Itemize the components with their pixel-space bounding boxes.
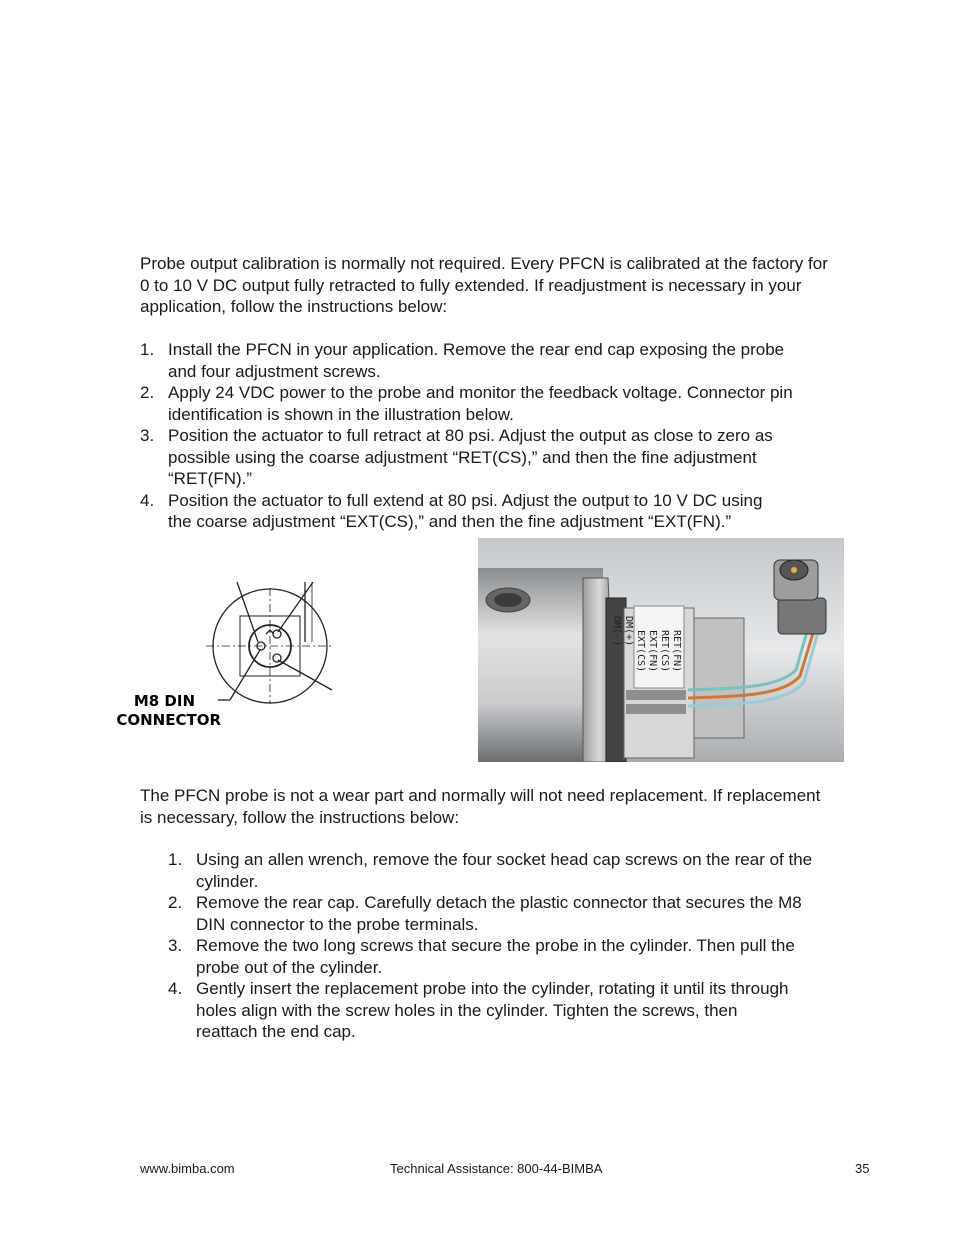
step-text: Position the actuator to full extend at 80 psi. Adjust the output to 10 V DC using the coarse adjustment “EXT(CS),” and then the fine adjustment “EXT(FN).” [168, 490, 763, 531]
photo-label-dm-minus: DM(-) [611, 616, 622, 647]
replacement-intro: The PFCN probe is not a wear part and normally will not need replacement. If replacement is necessary, follow the instructions below: [140, 786, 821, 827]
list-item [168, 935, 816, 978]
step-number: 4. [168, 979, 183, 998]
m8-connector-drawing [100, 578, 360, 708]
connector-label-line1: M8 DIN [133, 692, 195, 710]
step-number: 1. [140, 340, 155, 359]
step-number: 2. [168, 893, 183, 912]
connector-label-line2: CONNECTOR [116, 711, 221, 729]
list-item [140, 382, 808, 425]
list-item [168, 978, 816, 1043]
step-text: Position the actuator to full retract at 80 psi. Adjust the output as close to zero as possible using the coarse adjustment “RET(CS),” and then the fine adjustment “RET(FN).” [168, 426, 773, 488]
step-text: Install the PFCN in your application. Remove the rear end cap exposing the probe and four adjustment screws. [168, 340, 785, 381]
step-text: Gently insert the replacement probe into the cylinder, rotating it until its through holes align with the screw holes in the cylinder. Tighten the screws, then reattach the end cap. [196, 979, 789, 1041]
step-text: Remove the two long screws that secure the probe in the cylinder. Then pull the probe out of the cylinder. [196, 936, 795, 977]
footer-website: www.bimba.com [140, 1161, 235, 1176]
step-text: Apply 24 VDC power to the probe and monitor the feedback voltage. Connector pin identification is shown in the illustration below. [168, 383, 793, 424]
photo-label-ret-cs: RET(CS) [659, 630, 670, 673]
photo-label-dm-plus: DM(+) [623, 616, 634, 647]
step-text: Remove the rear cap. Carefully detach the plastic connector that secures the M8 DIN connector to the probe terminals. [196, 893, 802, 934]
step-number: 2. [140, 383, 155, 402]
step-number: 4. [140, 490, 155, 510]
list-item [140, 490, 808, 533]
calibration-steps [140, 339, 808, 533]
photo-label-ret-fn: RET(FN) [671, 630, 682, 673]
list-item [168, 892, 816, 935]
step-text: Using an allen wrench, remove the four socket head cap screws on the rear of the cylinder. [196, 850, 813, 891]
step-number: 1. [168, 850, 183, 869]
step-number: 3. [140, 426, 155, 445]
footer-page-number: 35 [855, 1161, 870, 1176]
photo-label-ext-fn: EXT(FN) [647, 630, 658, 673]
list-item [168, 849, 816, 892]
replacement-steps [168, 849, 816, 1043]
list-item [140, 339, 808, 382]
probe-photo [478, 538, 844, 762]
footer-assistance: Technical Assistance: 800-44-BIMBA [390, 1161, 603, 1176]
step-number: 3. [168, 936, 183, 955]
list-item [140, 425, 808, 490]
calibration-intro: Probe output calibration is normally not required. Every PFCN is calibrated at the factory for 0 to 10 V DC output fully retracted to fully extended. If readjustment is necessary in your application, follow the instructions below: [140, 254, 828, 316]
photo-label-ext-cs: EXT(CS) [635, 630, 646, 673]
